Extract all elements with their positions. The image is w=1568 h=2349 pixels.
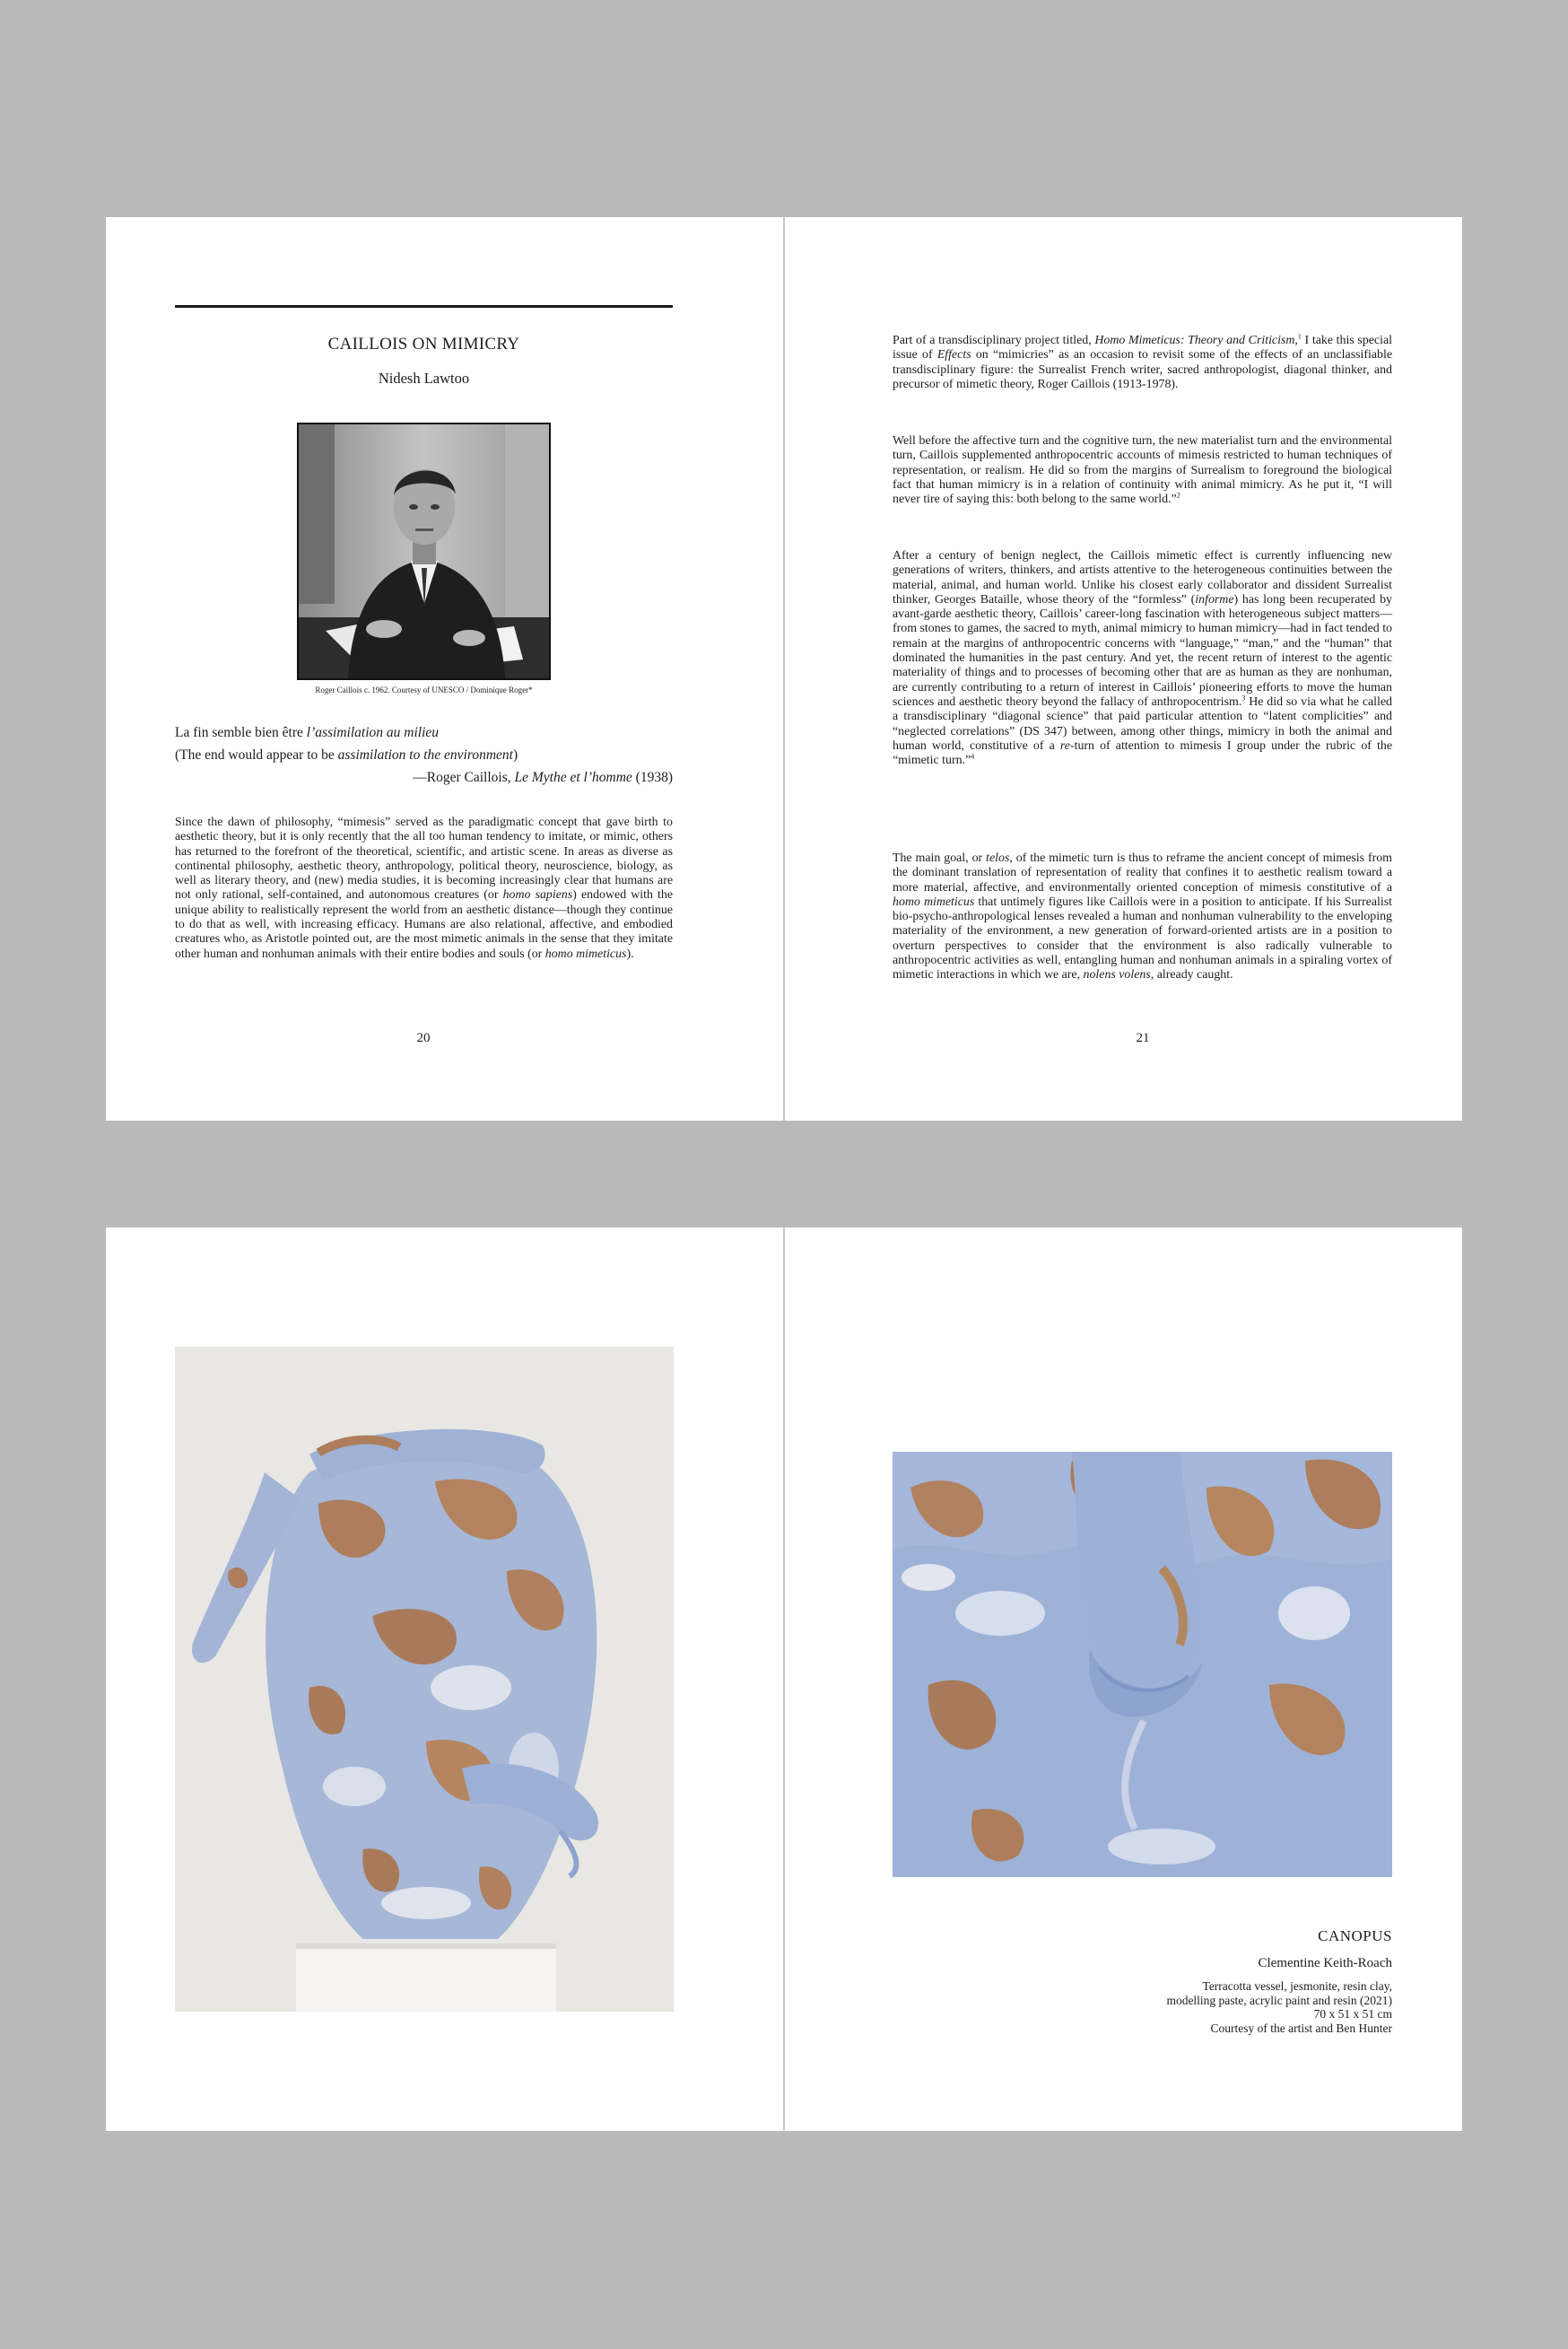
epigraph-english: (The end would appear to be assimilation to the environment) [175,747,518,763]
page-number: 21 [1136,1031,1150,1045]
artwork-details [1072,1979,1392,2035]
epigraph-french: La fin semble bien être l’assimilation au milieu [175,725,440,740]
body-paragraph: Well before the affective turn and the cognitive turn, the new materialist turn and the environmental turn, Caillois supplemented anthropocentric accounts of mimesis restricted to human techniques of representation, or realism. He did so from the margins of Surrealism to foreground the biological fact that human mimicry is in a relation of continuity with animal mimicry. As he put it, “I will never tire of saying this: both belong to the same world.”$^2$ [893,434,1392,507]
page-21 [785,217,1462,1121]
artwork-materials: modelling paste, acrylic paint and resin (2021) [1166,1993,1392,2007]
body-paragraph: After a century of benign neglect, the Caillois mimetic effect is currently influencing new generations of writers, thinkers, and artists attentive to the heterogeneous continuities between the material, animal, and human world. Unlike his closest early collaborator and dissident Surrealist thinker, Georges Bataille, whose theory of the “formless” (informe) has long been recuperated by avant-garde aesthetic theory, Caillois’ career-long fascination with heterogeneous subject matters—from stones to games, the sacred to myth, animal mimicry to human mimicry—had in fact tended to remain at the margins of anthropocentric concerns with “language,” “man,” and the “human” that dominated the humanities in the past century. And yet, the recent return of interest to the agentic materiality of things and to processes of becoming other that are as human as they are nonhuman, are currently contributing to a return of interest in Caillois’ pioneering efforts to move the human sciences and aesthetic theory beyond the fallacy of anthropocentrism.$^3$ He did so via what he called a transdisciplinary “diagonal science” that paid particular attention to “latent complicities” and “neglected correlations” (DS 347) between, among other things, mimicry in both the animal and human world, constitutive of a re-turn of attention to mimesis I group under the rubric of the “mimetic turn.”$^4$ [893,549,1392,768]
artwork-courtesy: Courtesy of the artist and Ben Hunter [1210,2021,1392,2035]
artwork-artist: Clementine Keith-Roach [1258,1956,1392,1970]
bottom-spread [106,1227,1462,2131]
epigraph [175,721,673,789]
epigraph-attribution: —Roger Caillois, Le Mythe et l’homme (1938) [413,770,673,785]
article-title: CAILLOIS ON MIMICRY [327,335,520,354]
page-20 [106,217,783,1121]
page-detail [785,1227,1462,2131]
body-paragraph: Since the dawn of philosophy, “mimesis” served as the paradigmatic concept that gave birth to aesthetic theory, but it is only recently that the all too human tendency to imitate, or mimic, others has returned to the forefront of the theoretical, scientific, and artistic scene. In areas as diverse as continental philosophy, aesthetic theory, anthropology, political theory, neuroscience, biology, as well as literary theory, and (new) media studies, it is becoming increasingly clear that humans are not only rational, self-contained, and autonomous creatures (or homo sapiens) endowed with the unique ability to realistically represent the world from an aesthetic distance—though they continue to do that as well, with increasing efficacy. Humans are also relational, affective, and embodied creatures who, as Aristotle pointed out, are the most mimetic animals in the sense that they imitate other human and nonhuman animals with their entire bodies and souls (or homo mimeticus). [175,816,674,961]
article-author: Nidesh Lawtoo [378,370,470,387]
portrait-photo [297,423,551,680]
photo-caption: Roger Caillois c. 1962. Courtesy of UNESCO / Dominique Roger* [315,685,533,694]
body-paragraph: Part of a transdisciplinary project titled, Homo Mimeticus: Theory and Criticism,$^1$ I take this special issue of Effects on “mimicries” as an occasion to revisit some of the effects of an unclassifiable transdisciplinary figure: the Surrealist French writer, sacred anthropologist, diagonal thinker, and precursor of mimetic theory, Roger Caillois (1913-1978). [893,332,1392,391]
detail-photo [893,1452,1392,1877]
body-paragraph: The main goal, or telos, of the mimetic turn is thus to reframe the ancient concept of mimesis from the dominant translation of representation of reality that confines it to aesthetic realism toward a more material, affective, and environmentally oriented conception of mimesis constitutive of a homo mimeticus that untimely figures like Caillois were in a position to anticipate. If his Surrealist bio-psycho-anthropological lenses revealed a human and nonhuman vulnerability to the enveloping materiality of the environment, a new generation of forward-oriented artists are in a position to overturn perspectives to consider that the environment is also radically vulnerable to anthropocentric activities as well, entangling human and nonhuman animals in a spiraling vortex of mimetic interactions in which we are, nolens volens, already caught. [893,851,1392,982]
artwork-materials: Terracotta vessel, jesmonite, resin clay, [1202,1979,1392,1993]
top-spread [106,217,1462,1121]
title-rule [175,305,673,308]
page-vessel [106,1227,783,2131]
page-number: 20 [416,1031,431,1045]
artwork-title: CANOPUS [1318,1927,1392,1944]
vessel-photo [175,1347,674,2012]
artwork-dimensions: 70 x 51 x 51 cm [1313,2007,1392,2021]
